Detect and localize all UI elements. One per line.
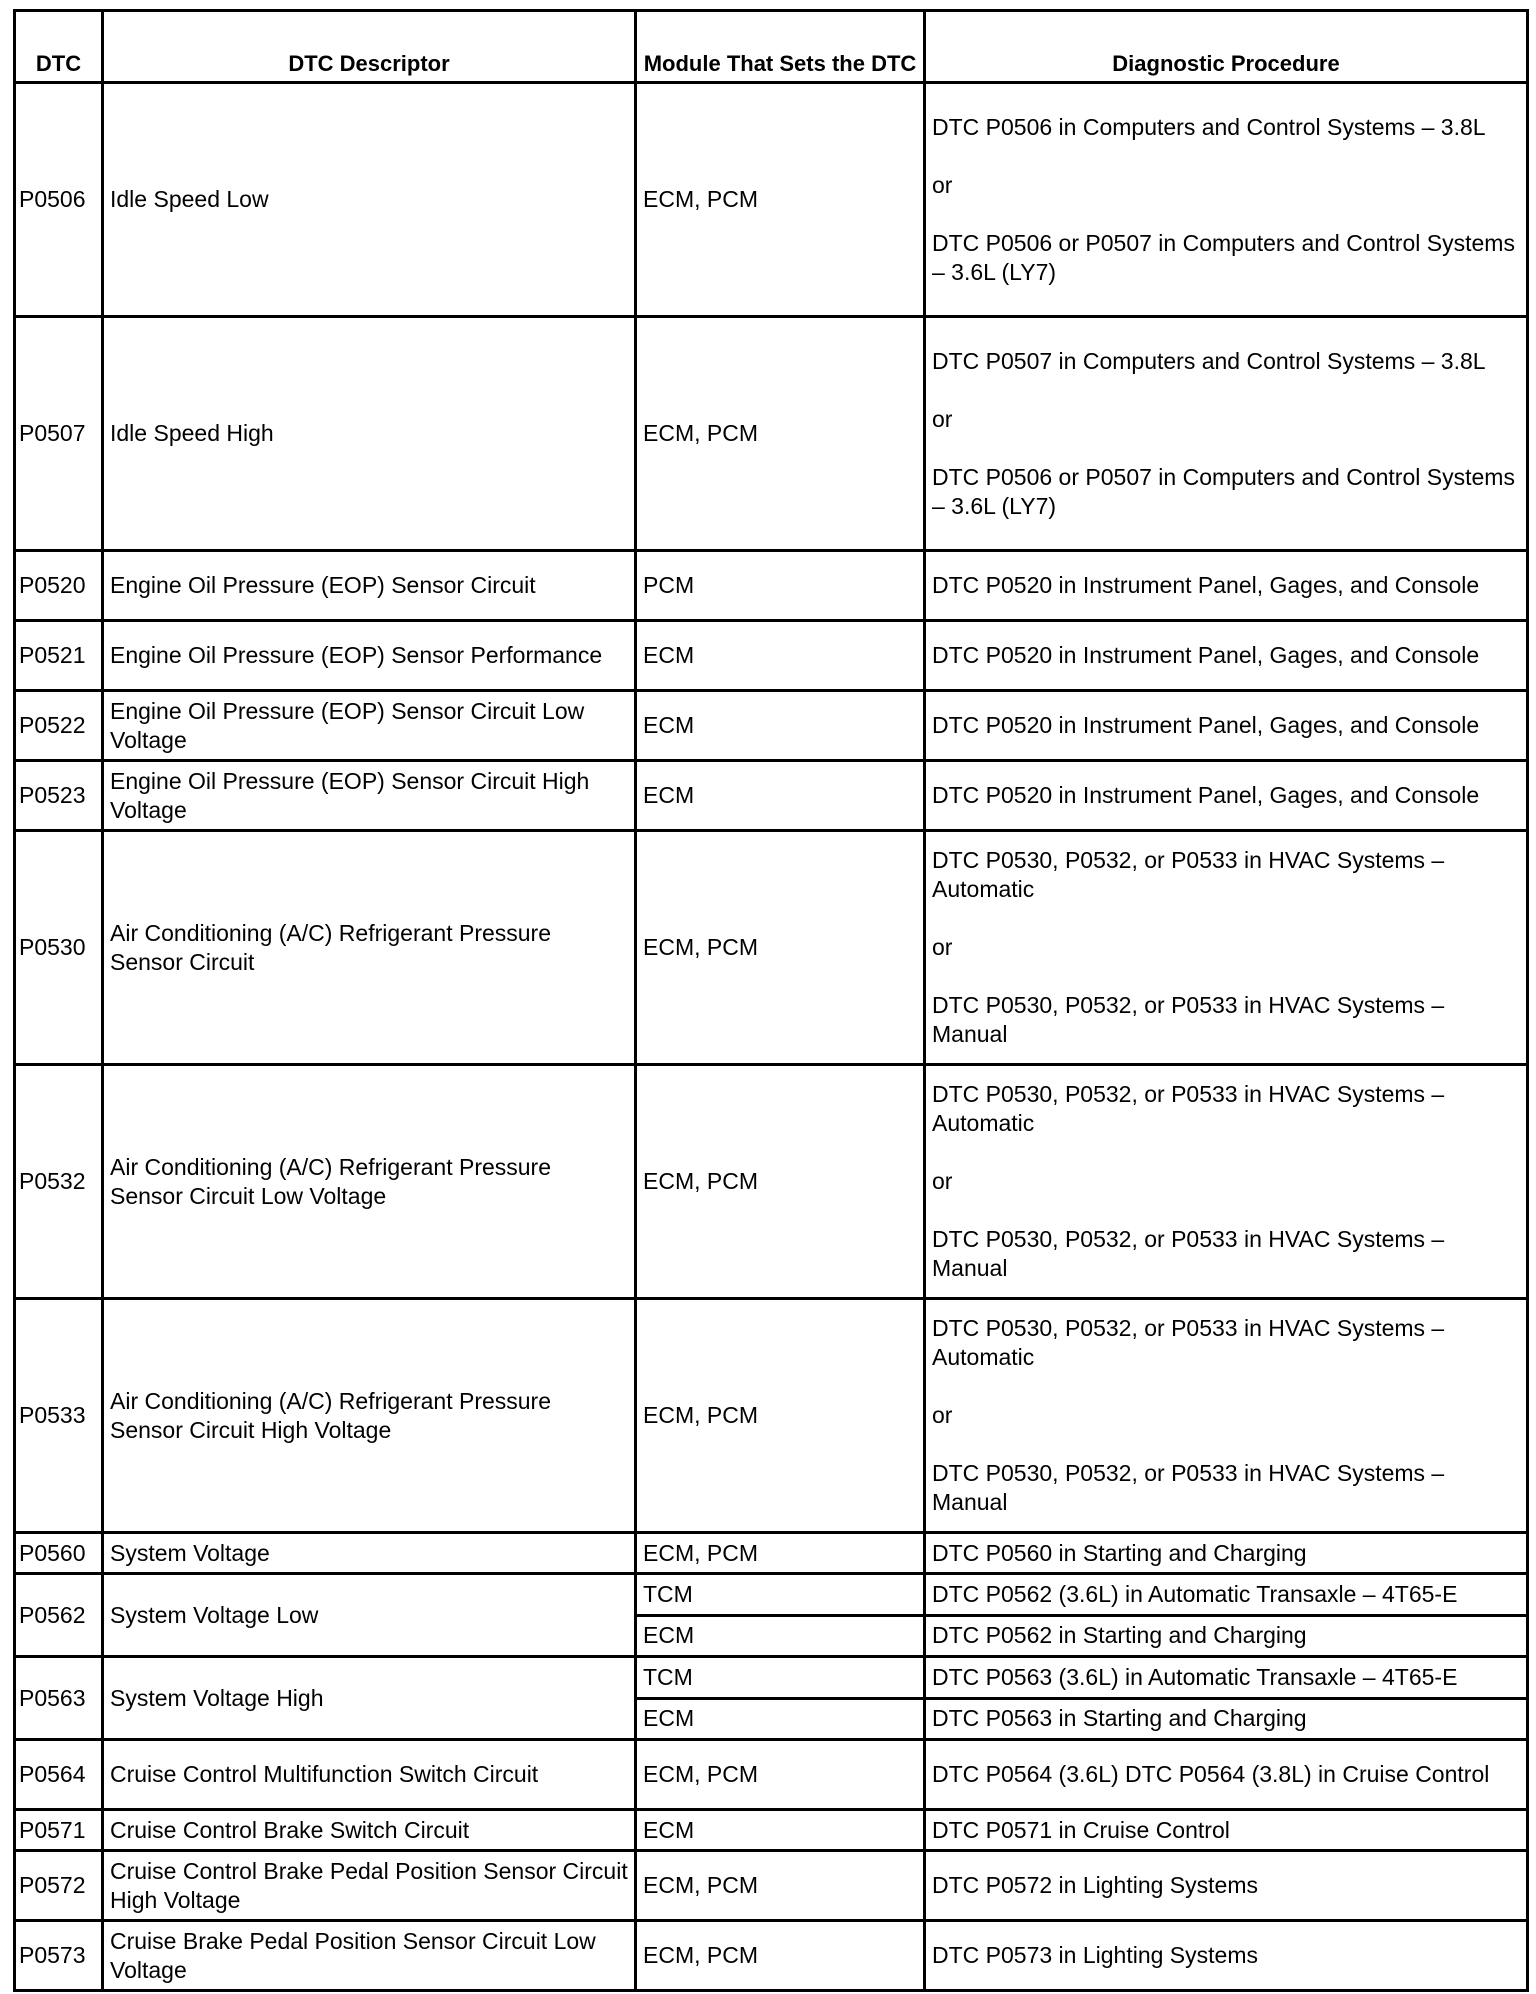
header-procedure: Diagnostic Procedure: [925, 11, 1528, 83]
table-row: [15, 621, 1528, 691]
dtc-code: P0530: [15, 831, 103, 1065]
procedure-cell: DTC P0562 (3.6L) in Automatic Transaxle – 4T65-E: [925, 1574, 1528, 1616]
header-descriptor: DTC Descriptor: [103, 11, 636, 83]
dtc-descriptor: Cruise Control Brake Pedal Position Sensor Circuit High Voltage: [103, 1851, 636, 1921]
dtc-descriptor: Cruise Control Brake Switch Circuit: [103, 1810, 636, 1851]
procedure-cell: DTC P0520 in Instrument Panel, Gages, and Console: [925, 691, 1528, 761]
module-cell: PCM: [636, 551, 925, 621]
module-cell: ECM, PCM: [636, 83, 925, 317]
header-row: [15, 11, 1528, 83]
dtc-code: P0523: [15, 761, 103, 831]
procedure-cell: DTC P0520 in Instrument Panel, Gages, and Console: [925, 551, 1528, 621]
table-row: [15, 1740, 1528, 1810]
header-dtc: DTC: [15, 11, 103, 83]
procedure-cell: DTC P0573 in Lighting Systems: [925, 1921, 1528, 1991]
dtc-descriptor: Cruise Control Multifunction Switch Circuit: [103, 1740, 636, 1810]
procedure-cell: DTC P0563 (3.6L) in Automatic Transaxle – 4T65-E: [925, 1657, 1528, 1699]
dtc-descriptor: Engine Oil Pressure (EOP) Sensor Performance: [103, 621, 636, 691]
module-cell: ECM: [636, 761, 925, 831]
table-row: [15, 1921, 1528, 1991]
table-row: [15, 831, 1528, 1065]
procedure-cell: DTC P0563 in Starting and Charging: [925, 1698, 1528, 1740]
table-row: [15, 1299, 1528, 1533]
table-row: [15, 1851, 1528, 1921]
dtc-code: P0563: [15, 1657, 103, 1740]
module-cell: ECM, PCM: [636, 1921, 925, 1991]
module-cell: ECM: [636, 1615, 925, 1657]
procedure-cell: DTC P0564 (3.6L) DTC P0564 (3.8L) in Cruise Control: [925, 1740, 1528, 1810]
procedure-cell: DTC P0530, P0532, or P0533 in HVAC Systems – Automatic or DTC P0530, P0532, or P0533 in HVAC Systems – Manual: [925, 1299, 1528, 1533]
procedure-cell: DTC P0571 in Cruise Control: [925, 1810, 1528, 1851]
dtc-descriptor: Engine Oil Pressure (EOP) Sensor Circuit High Voltage: [103, 761, 636, 831]
dtc-code: P0571: [15, 1810, 103, 1851]
dtc-descriptor: System Voltage Low: [103, 1574, 636, 1657]
dtc-descriptor: System Voltage High: [103, 1657, 636, 1740]
table-row: [15, 1657, 1528, 1699]
procedure-cell: DTC P0520 in Instrument Panel, Gages, and Console: [925, 621, 1528, 691]
module-cell: ECM, PCM: [636, 1533, 925, 1574]
module-cell: ECM, PCM: [636, 317, 925, 551]
module-cell: TCM: [636, 1574, 925, 1616]
dtc-table: [13, 9, 1529, 1992]
dtc-code: P0520: [15, 551, 103, 621]
dtc-descriptor: System Voltage: [103, 1533, 636, 1574]
table-row: [15, 691, 1528, 761]
module-cell: ECM, PCM: [636, 831, 925, 1065]
table-row: [15, 1533, 1528, 1574]
dtc-code: P0562: [15, 1574, 103, 1657]
module-cell: ECM: [636, 1698, 925, 1740]
module-cell: ECM: [636, 1810, 925, 1851]
table-row: [15, 83, 1528, 317]
dtc-code: P0572: [15, 1851, 103, 1921]
procedure-cell: DTC P0560 in Starting and Charging: [925, 1533, 1528, 1574]
table-row: [15, 1065, 1528, 1299]
procedure-cell: DTC P0506 in Computers and Control Systems – 3.8L or DTC P0506 or P0507 in Computers and Control Systems – 3.6L (LY7): [925, 83, 1528, 317]
module-cell: ECM, PCM: [636, 1851, 925, 1921]
dtc-code: P0532: [15, 1065, 103, 1299]
dtc-descriptor: Air Conditioning (A/C) Refrigerant Pressure Sensor Circuit: [103, 831, 636, 1065]
module-cell: ECM, PCM: [636, 1299, 925, 1533]
procedure-cell: DTC P0520 in Instrument Panel, Gages, and Console: [925, 761, 1528, 831]
dtc-descriptor: Idle Speed High: [103, 317, 636, 551]
table-row: [15, 761, 1528, 831]
dtc-code: P0506: [15, 83, 103, 317]
dtc-code: P0521: [15, 621, 103, 691]
dtc-code: P0522: [15, 691, 103, 761]
procedure-cell: DTC P0572 in Lighting Systems: [925, 1851, 1528, 1921]
module-cell: ECM, PCM: [636, 1740, 925, 1810]
procedure-cell: DTC P0530, P0532, or P0533 in HVAC Systems – Automatic or DTC P0530, P0532, or P0533 in HVAC Systems – Manual: [925, 831, 1528, 1065]
dtc-code: P0533: [15, 1299, 103, 1533]
dtc-code: P0507: [15, 317, 103, 551]
dtc-code: P0573: [15, 1921, 103, 1991]
module-cell: ECM, PCM: [636, 1065, 925, 1299]
dtc-descriptor: Air Conditioning (A/C) Refrigerant Pressure Sensor Circuit High Voltage: [103, 1299, 636, 1533]
dtc-descriptor: Cruise Brake Pedal Position Sensor Circuit Low Voltage: [103, 1921, 636, 1991]
procedure-cell: DTC P0530, P0532, or P0533 in HVAC Systems – Automatic or DTC P0530, P0532, or P0533 in HVAC Systems – Manual: [925, 1065, 1528, 1299]
dtc-code: P0560: [15, 1533, 103, 1574]
dtc-code: P0564: [15, 1740, 103, 1810]
procedure-cell: DTC P0562 in Starting and Charging: [925, 1615, 1528, 1657]
table-row: [15, 1810, 1528, 1851]
table-row: [15, 317, 1528, 551]
dtc-descriptor: Idle Speed Low: [103, 83, 636, 317]
module-cell: ECM: [636, 621, 925, 691]
procedure-cell: DTC P0507 in Computers and Control Systems – 3.8L or DTC P0506 or P0507 in Computers and Control Systems – 3.6L (LY7): [925, 317, 1528, 551]
table-row: [15, 1574, 1528, 1616]
module-cell: ECM: [636, 691, 925, 761]
dtc-descriptor: Engine Oil Pressure (EOP) Sensor Circuit: [103, 551, 636, 621]
dtc-descriptor: Engine Oil Pressure (EOP) Sensor Circuit Low Voltage: [103, 691, 636, 761]
module-cell: TCM: [636, 1657, 925, 1699]
table-row: [15, 551, 1528, 621]
header-module: Module That Sets the DTC: [636, 11, 925, 83]
dtc-descriptor: Air Conditioning (A/C) Refrigerant Pressure Sensor Circuit Low Voltage: [103, 1065, 636, 1299]
